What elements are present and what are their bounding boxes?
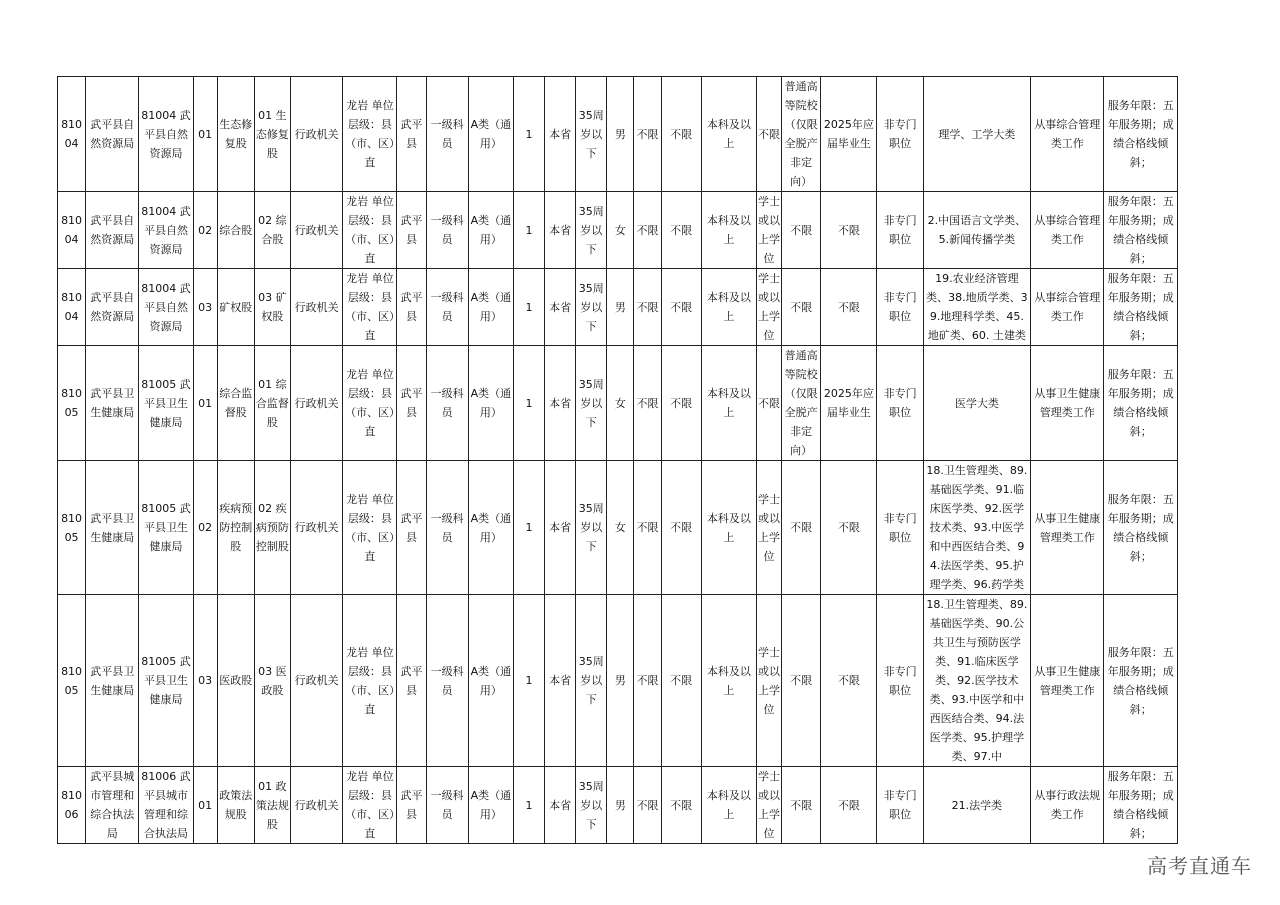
- dept-code-cell: 81006 武平县城市管理和综合执法局: [139, 767, 193, 844]
- unit-nature-cell: 行政机关: [291, 77, 343, 192]
- department-cell: 综合监督股: [217, 346, 254, 461]
- special-position-cell: 非专门职位: [877, 595, 923, 767]
- age-cell: 35周岁以下: [576, 77, 607, 192]
- count-cell: 1: [513, 77, 544, 192]
- unit-nature-cell: 行政机关: [291, 346, 343, 461]
- code-cell: 81004: [58, 77, 86, 192]
- position-number-cell: 03: [193, 595, 217, 767]
- notes-cell: 服务年限：五年服务期；成绩合格线倾斜；: [1104, 192, 1178, 269]
- rank-cell: 一级科员: [426, 346, 468, 461]
- special-position-cell: 非专门职位: [877, 192, 923, 269]
- county-cell: 武平县: [397, 595, 426, 767]
- gender-cell: 男: [607, 767, 634, 844]
- county-cell: 武平县: [397, 461, 426, 595]
- education-cell: 本科及以上: [701, 269, 756, 346]
- unit-level-cell: 龙岩 单位层级：县（市、区）直: [343, 767, 397, 844]
- recruitment-table: [57, 76, 1178, 844]
- unit-cell: 武平县卫生健康局: [86, 346, 139, 461]
- category-cell: A类（通用）: [468, 346, 513, 461]
- major-cell: 19.农业经济管理类、38.地质学类、39.地理科学类、45.地矿类、60. 土建类: [923, 269, 1030, 346]
- work-cell: 从事行政法规类工作: [1031, 767, 1104, 844]
- politics-cell: 不限: [661, 595, 701, 767]
- origin-cell: 本省: [545, 461, 576, 595]
- position-number-cell: 02: [193, 192, 217, 269]
- count-cell: 1: [513, 461, 544, 595]
- county-cell: 武平县: [397, 77, 426, 192]
- unit-level-cell: 龙岩 单位层级：县（市、区）直: [343, 192, 397, 269]
- position-cell: 03 矿权股: [254, 269, 290, 346]
- graduate-cell: 不限: [821, 595, 877, 767]
- ethnicity-cell: 不限: [634, 767, 661, 844]
- politics-cell: 不限: [661, 192, 701, 269]
- dept-code-cell: 81004 武平县自然资源局: [139, 192, 193, 269]
- school-cell: 不限: [782, 269, 821, 346]
- category-cell: A类（通用）: [468, 595, 513, 767]
- watermark: 高考直通车: [1147, 854, 1252, 878]
- unit-cell: 武平县自然资源局: [86, 269, 139, 346]
- age-cell: 35周岁以下: [576, 595, 607, 767]
- special-position-cell: 非专门职位: [877, 767, 923, 844]
- count-cell: 1: [513, 192, 544, 269]
- department-cell: 政策法规股: [217, 767, 254, 844]
- degree-cell: 学士或以上学位: [756, 192, 781, 269]
- table-row: [58, 461, 1178, 595]
- politics-cell: 不限: [661, 767, 701, 844]
- unit-cell: 武平县自然资源局: [86, 192, 139, 269]
- notes-cell: 服务年限：五年服务期；成绩合格线倾斜；: [1104, 346, 1178, 461]
- dept-code-cell: 81005 武平县卫生健康局: [139, 346, 193, 461]
- notes-cell: 服务年限：五年服务期；成绩合格线倾斜；: [1104, 269, 1178, 346]
- dept-code-cell: 81004 武平县自然资源局: [139, 269, 193, 346]
- position-cell: 01 综合监督股: [254, 346, 290, 461]
- position-number-cell: 01: [193, 346, 217, 461]
- degree-cell: 学士或以上学位: [756, 767, 781, 844]
- ethnicity-cell: 不限: [634, 269, 661, 346]
- origin-cell: 本省: [545, 269, 576, 346]
- work-cell: 从事综合管理类工作: [1031, 269, 1104, 346]
- notes-cell: 服务年限：五年服务期；成绩合格线倾斜；: [1104, 461, 1178, 595]
- education-cell: 本科及以上: [701, 346, 756, 461]
- gender-cell: 男: [607, 595, 634, 767]
- count-cell: 1: [513, 595, 544, 767]
- unit-cell: 武平县卫生健康局: [86, 461, 139, 595]
- unit-level-cell: 龙岩 单位层级：县（市、区）直: [343, 346, 397, 461]
- code-cell: 81005: [58, 461, 86, 595]
- special-position-cell: 非专门职位: [877, 346, 923, 461]
- school-cell: 普通高等院校（仅限全脱产非定向）: [782, 77, 821, 192]
- table-row: [58, 192, 1178, 269]
- count-cell: 1: [513, 269, 544, 346]
- count-cell: 1: [513, 767, 544, 844]
- work-cell: 从事综合管理类工作: [1031, 77, 1104, 192]
- count-cell: 1: [513, 346, 544, 461]
- position-cell: 01 生态修复股: [254, 77, 290, 192]
- department-cell: 综合股: [217, 192, 254, 269]
- school-cell: 不限: [782, 192, 821, 269]
- unit-level-cell: 龙岩 单位层级：县（市、区）直: [343, 269, 397, 346]
- table-row: [58, 595, 1178, 767]
- ethnicity-cell: 不限: [634, 192, 661, 269]
- unit-nature-cell: 行政机关: [291, 192, 343, 269]
- position-cell: 02 综合股: [254, 192, 290, 269]
- politics-cell: 不限: [661, 269, 701, 346]
- ethnicity-cell: 不限: [634, 346, 661, 461]
- notes-cell: 服务年限：五年服务期；成绩合格线倾斜；: [1104, 767, 1178, 844]
- age-cell: 35周岁以下: [576, 192, 607, 269]
- special-position-cell: 非专门职位: [877, 77, 923, 192]
- origin-cell: 本省: [545, 77, 576, 192]
- special-position-cell: 非专门职位: [877, 461, 923, 595]
- work-cell: 从事卫生健康管理类工作: [1031, 346, 1104, 461]
- major-cell: 2.中国语言文学类、5.新闻传播学类: [923, 192, 1030, 269]
- education-cell: 本科及以上: [701, 595, 756, 767]
- graduate-cell: 不限: [821, 269, 877, 346]
- unit-level-cell: 龙岩 单位层级：县（市、区）直: [343, 77, 397, 192]
- ethnicity-cell: 不限: [634, 77, 661, 192]
- degree-cell: 学士或以上学位: [756, 269, 781, 346]
- politics-cell: 不限: [661, 346, 701, 461]
- education-cell: 本科及以上: [701, 767, 756, 844]
- category-cell: A类（通用）: [468, 77, 513, 192]
- rank-cell: 一级科员: [426, 461, 468, 595]
- unit-cell: 武平县卫生健康局: [86, 595, 139, 767]
- county-cell: 武平县: [397, 269, 426, 346]
- major-cell: 21.法学类: [923, 767, 1030, 844]
- code-cell: 81006: [58, 767, 86, 844]
- notes-cell: 服务年限：五年服务期；成绩合格线倾斜；: [1104, 77, 1178, 192]
- department-cell: 生态修复股: [217, 77, 254, 192]
- position-number-cell: 03: [193, 269, 217, 346]
- school-cell: 不限: [782, 461, 821, 595]
- code-cell: 81004: [58, 192, 86, 269]
- department-cell: 疾病预防控制股: [217, 461, 254, 595]
- position-cell: 01 政策法规股: [254, 767, 290, 844]
- gender-cell: 女: [607, 346, 634, 461]
- degree-cell: 学士或以上学位: [756, 595, 781, 767]
- code-cell: 81005: [58, 595, 86, 767]
- politics-cell: 不限: [661, 77, 701, 192]
- work-cell: 从事综合管理类工作: [1031, 192, 1104, 269]
- degree-cell: 不限: [756, 77, 781, 192]
- origin-cell: 本省: [545, 595, 576, 767]
- unit-nature-cell: 行政机关: [291, 461, 343, 595]
- origin-cell: 本省: [545, 767, 576, 844]
- degree-cell: 不限: [756, 346, 781, 461]
- special-position-cell: 非专门职位: [877, 269, 923, 346]
- notes-cell: 服务年限：五年服务期；成绩合格线倾斜；: [1104, 595, 1178, 767]
- major-cell: 18.卫生管理类、89.基础医学类、91.临床医学类、92.医学技术类、93.中医学和中西医结合类、94.法医学类、95.护理学类、96.药学类: [923, 461, 1030, 595]
- position-cell: 02 疾病预防控制股: [254, 461, 290, 595]
- rank-cell: 一级科员: [426, 767, 468, 844]
- rank-cell: 一级科员: [426, 77, 468, 192]
- position-cell: 03 医政股: [254, 595, 290, 767]
- unit-nature-cell: 行政机关: [291, 767, 343, 844]
- dept-code-cell: 81004 武平县自然资源局: [139, 77, 193, 192]
- dept-code-cell: 81005 武平县卫生健康局: [139, 595, 193, 767]
- rank-cell: 一级科员: [426, 269, 468, 346]
- unit-nature-cell: 行政机关: [291, 269, 343, 346]
- major-cell: 医学大类: [923, 346, 1030, 461]
- gender-cell: 男: [607, 269, 634, 346]
- unit-cell: 武平县城市管理和综合执法局: [86, 767, 139, 844]
- position-number-cell: 02: [193, 461, 217, 595]
- age-cell: 35周岁以下: [576, 269, 607, 346]
- origin-cell: 本省: [545, 346, 576, 461]
- unit-level-cell: 龙岩 单位层级：县（市、区）直: [343, 461, 397, 595]
- code-cell: 81005: [58, 346, 86, 461]
- table-row: [58, 346, 1178, 461]
- age-cell: 35周岁以下: [576, 346, 607, 461]
- table-row: [58, 269, 1178, 346]
- county-cell: 武平县: [397, 767, 426, 844]
- category-cell: A类（通用）: [468, 269, 513, 346]
- graduate-cell: 不限: [821, 461, 877, 595]
- ethnicity-cell: 不限: [634, 595, 661, 767]
- gender-cell: 女: [607, 461, 634, 595]
- category-cell: A类（通用）: [468, 461, 513, 595]
- county-cell: 武平县: [397, 346, 426, 461]
- gender-cell: 女: [607, 192, 634, 269]
- degree-cell: 学士或以上学位: [756, 461, 781, 595]
- graduate-cell: 2025年应届毕业生: [821, 77, 877, 192]
- work-cell: 从事卫生健康管理类工作: [1031, 595, 1104, 767]
- county-cell: 武平县: [397, 192, 426, 269]
- rank-cell: 一级科员: [426, 192, 468, 269]
- work-cell: 从事卫生健康管理类工作: [1031, 461, 1104, 595]
- code-cell: 81004: [58, 269, 86, 346]
- dept-code-cell: 81005 武平县卫生健康局: [139, 461, 193, 595]
- position-number-cell: 01: [193, 77, 217, 192]
- category-cell: A类（通用）: [468, 192, 513, 269]
- education-cell: 本科及以上: [701, 192, 756, 269]
- education-cell: 本科及以上: [701, 77, 756, 192]
- unit-nature-cell: 行政机关: [291, 595, 343, 767]
- graduate-cell: 不限: [821, 192, 877, 269]
- unit-cell: 武平县自然资源局: [86, 77, 139, 192]
- education-cell: 本科及以上: [701, 461, 756, 595]
- major-cell: 18.卫生管理类、89.基础医学类、90.公共卫生与预防医学类、91.临床医学类、92.医学技术类、93.中医学和中西医结合类、94.法医学类、95.护理学类、97.中: [923, 595, 1030, 767]
- unit-level-cell: 龙岩 单位层级：县（市、区）直: [343, 595, 397, 767]
- ethnicity-cell: 不限: [634, 461, 661, 595]
- table-row: [58, 767, 1178, 844]
- graduate-cell: 2025年应届毕业生: [821, 346, 877, 461]
- age-cell: 35周岁以下: [576, 767, 607, 844]
- department-cell: 矿权股: [217, 269, 254, 346]
- graduate-cell: 不限: [821, 767, 877, 844]
- category-cell: A类（通用）: [468, 767, 513, 844]
- school-cell: 不限: [782, 595, 821, 767]
- politics-cell: 不限: [661, 461, 701, 595]
- major-cell: 理学、工学大类: [923, 77, 1030, 192]
- position-number-cell: 01: [193, 767, 217, 844]
- age-cell: 35周岁以下: [576, 461, 607, 595]
- table-row: [58, 77, 1178, 192]
- school-cell: 不限: [782, 767, 821, 844]
- rank-cell: 一级科员: [426, 595, 468, 767]
- school-cell: 普通高等院校（仅限全脱产非定向）: [782, 346, 821, 461]
- origin-cell: 本省: [545, 192, 576, 269]
- department-cell: 医政股: [217, 595, 254, 767]
- gender-cell: 男: [607, 77, 634, 192]
